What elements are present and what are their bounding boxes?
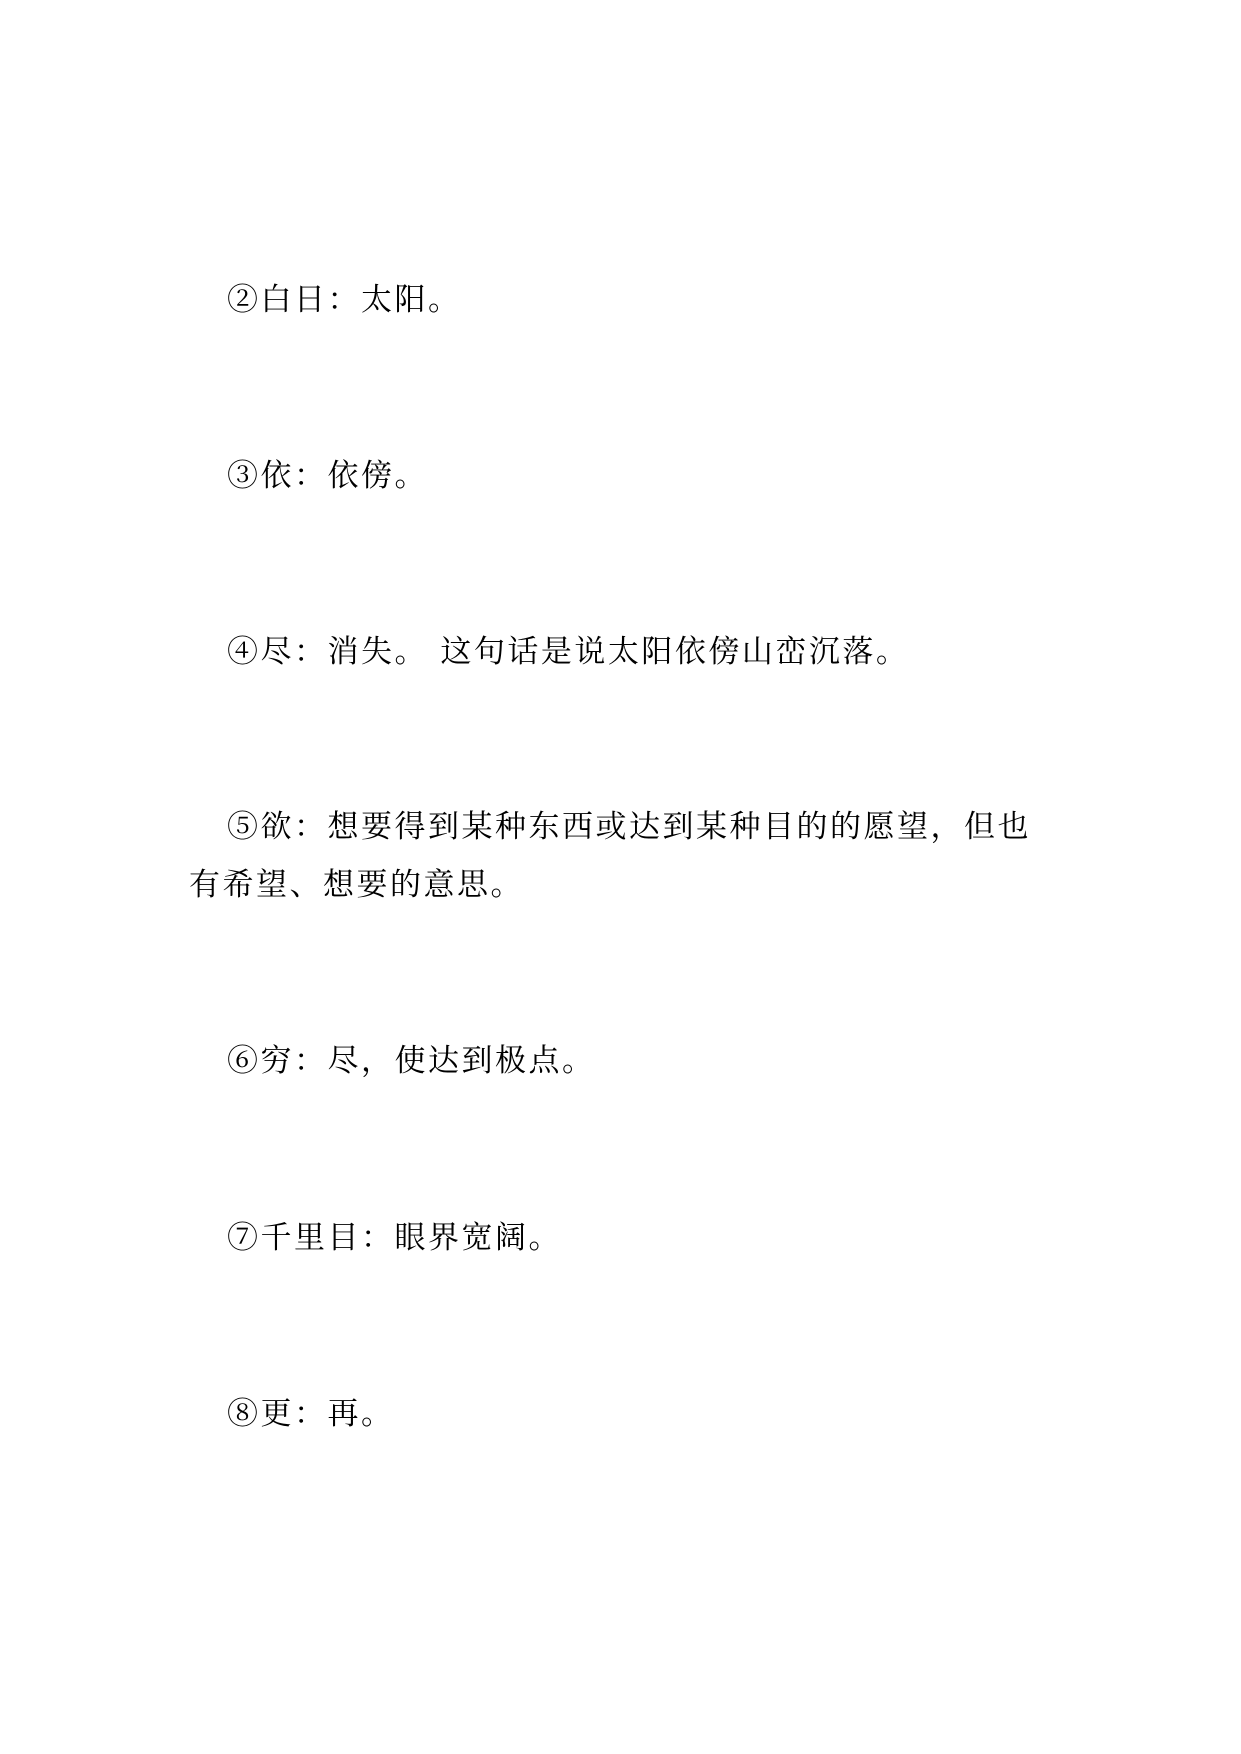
note-7-qianLiMu: ⑦千里目：眼界宽阔。 (227, 1220, 562, 1256)
note-4-jin: ④尽：消失。 这句话是说太阳依傍山峦沉落。 (227, 634, 910, 670)
note-2-baiRi: ②白日：太阳。 (227, 282, 462, 318)
note-5-yu: ⑤欲：想要得到某种东西或达到某种目的的愿望，但也有希望、想要的意思。 (189, 809, 1031, 903)
note-8-geng: ⑧更：再。 (227, 1396, 395, 1432)
note-6-qiong: ⑥穷：尽，使达到极点。 (227, 1043, 596, 1079)
note-3-yi: ③依：依傍。 (227, 458, 428, 494)
